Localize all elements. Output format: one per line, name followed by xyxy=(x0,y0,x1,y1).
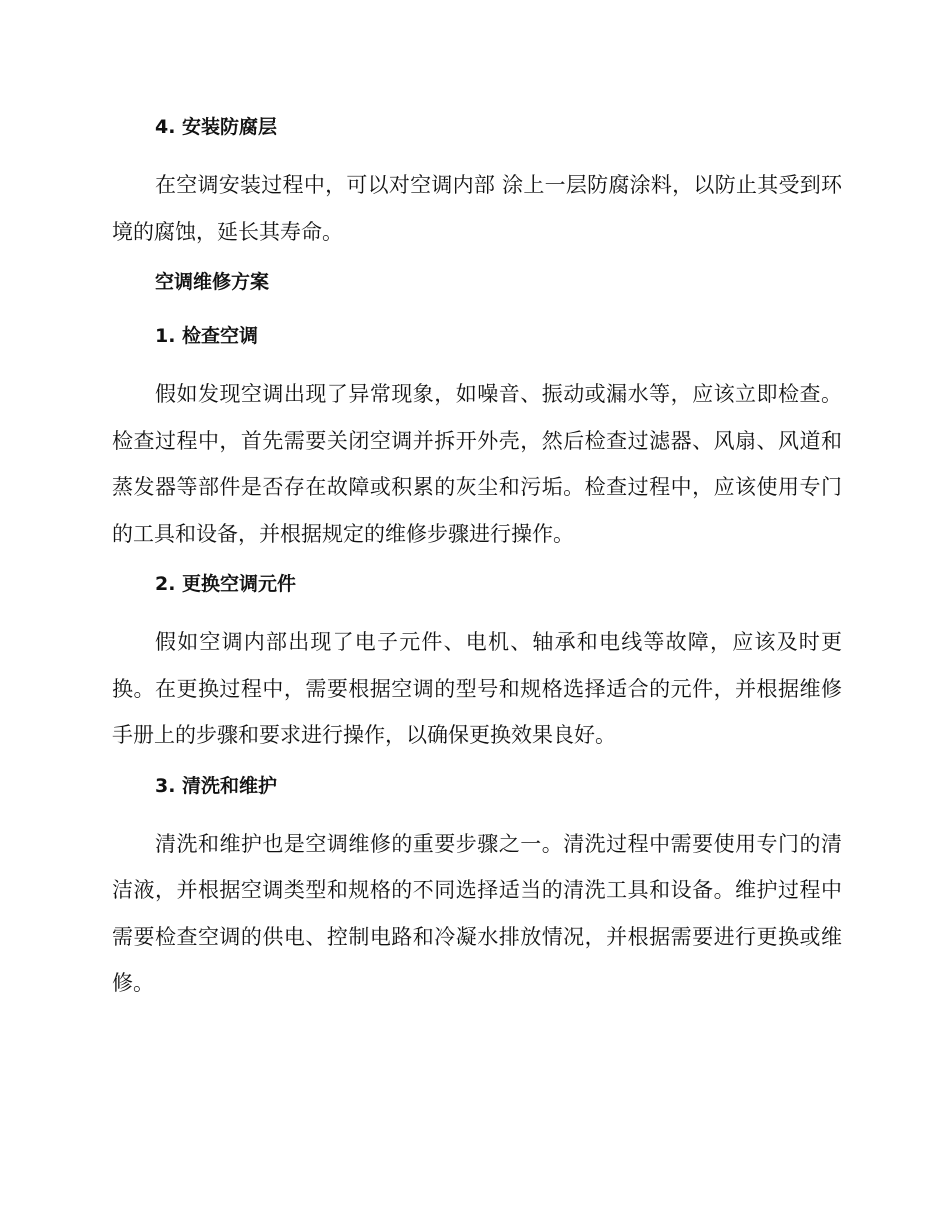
document-body xyxy=(112,108,842,1015)
section-title-repair-plan: 空调维修方案 xyxy=(155,271,270,293)
heading-replace-parts: 2. 更换空调元件 xyxy=(155,573,297,595)
paragraph-replace-parts: 假如空调内部出现了电子元件、电机、轴承和电线等故障，应该及时更换。在更换过程中，需要根据空调的型号和规格选择适合的元件，并根据维修手册上的步骤和要求进行操作，以确保更换效果良好。 xyxy=(112,630,842,747)
paragraph-clean-maintain: 清洗和维护也是空调维修的重要步骤之一。清洗过程中需要使用专门的清洁液，并根据空调类型和规格的不同选择适当的清洗工具和设备。维护过程中需要检查空调的供电、控制电路和冷凝水排放情况，并根据需要进行更换或维修。 xyxy=(112,831,842,995)
paragraph-anticorrosion: 在空调安装过程中，可以对空调内部 涂上一层防腐涂料，以防止其受到环境的腐蚀，延长其寿命。 xyxy=(112,173,842,244)
heading-anticorrosion: 4. 安装防腐层 xyxy=(155,116,278,138)
heading-clean-maintain: 3. 清洗和维护 xyxy=(155,774,278,797)
paragraph-inspect: 假如发现空调出现了异常现象，如噪音、振动或漏水等，应该立即检查。检查过程中，首先需要关闭空调并拆开外壳，然后检查过滤器、风扇、风道和蒸发器等部件是否存在故障或积累的灰尘和污垢。检查过程中，应该使用专门的工具和设备，并根据规定的维修步骤进行操作。 xyxy=(112,382,842,546)
heading-inspect: 1. 检查空调 xyxy=(155,325,259,347)
